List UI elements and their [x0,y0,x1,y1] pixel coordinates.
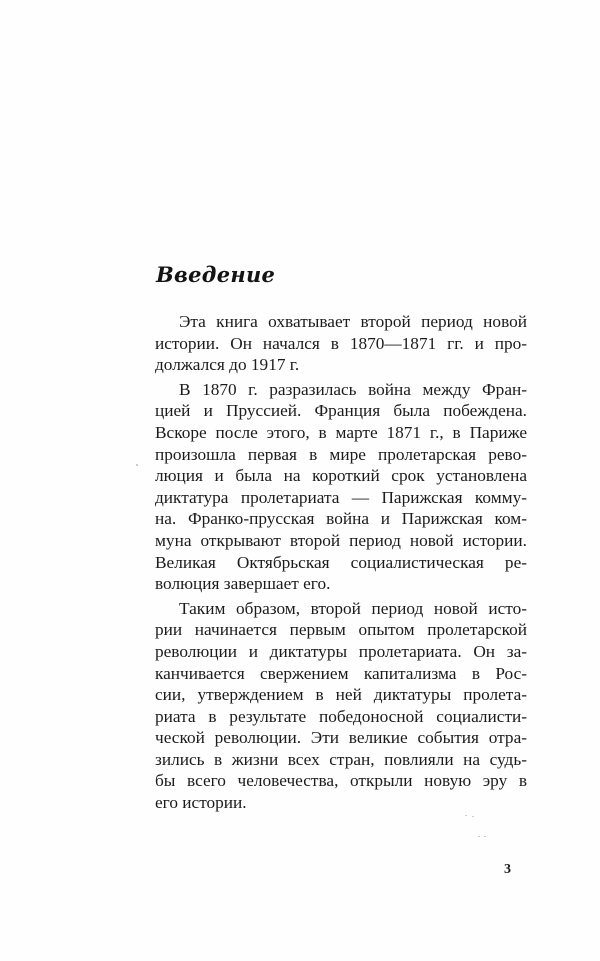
scan-speck [136,464,138,466]
text-line: Вскоре после этого, в марте 1871 г., в Париже [155,422,527,442]
text-line: волюция завершает его. [155,574,331,594]
text-line: диктатура пролетариата — Парижская комму- [155,487,527,507]
text-line: зились в жизни всех стран, повлияли на судь- [155,749,527,769]
paragraph-3 [155,598,527,814]
scan-speck [465,815,467,816]
text-line: Таким образом, второй период новой исто- [179,598,527,618]
text-line: на. Франко-прусская война и Парижская ком- [155,509,527,529]
text-line: ческой революции. Эти великие события отра- [155,728,527,748]
text-line: истории. Он начался в 1870—1871 гг. и про- [155,333,527,353]
text-line: люция и была на короткий срок установлена [155,466,527,486]
text-line: В 1870 г. разразилась война между Фран- [179,379,527,399]
body-text [155,311,527,814]
text-line: цией и Пруссией. Франция была побеждена. [155,401,527,421]
text-line: должался до 1917 г. [155,355,300,375]
text-line: Эта книга охватывает второй период новой [179,312,527,331]
text-line: рии начинается первым опытом пролетарской [155,620,527,640]
text-line: риата в результате победоносной социалисти- [155,706,527,726]
scan-speck [472,816,474,817]
text-line: муна открывают второй период новой истории. [155,530,527,550]
text-line: революции и диктатуры пролетариата. Он за- [155,641,527,661]
text-line: бы всего человечества, открыли новую эру в [155,771,527,791]
scan-speck [478,836,480,837]
paragraph-2 [155,379,527,595]
paragraph-1 [155,311,527,376]
text-line: сии, утверждением в ней диктатуры пролета- [155,685,527,705]
text-line: его истории. [155,793,247,813]
chapter-heading: Введение [156,262,276,287]
page-number: 3 [504,862,511,877]
text-line: произошла первая в мире пролетарская рево- [155,444,527,464]
scan-speck [484,836,486,837]
text-line: канчивается свержением капитализма в Рос- [155,663,527,683]
text-line: Великая Октябрьская социалистическая ре- [155,552,527,572]
